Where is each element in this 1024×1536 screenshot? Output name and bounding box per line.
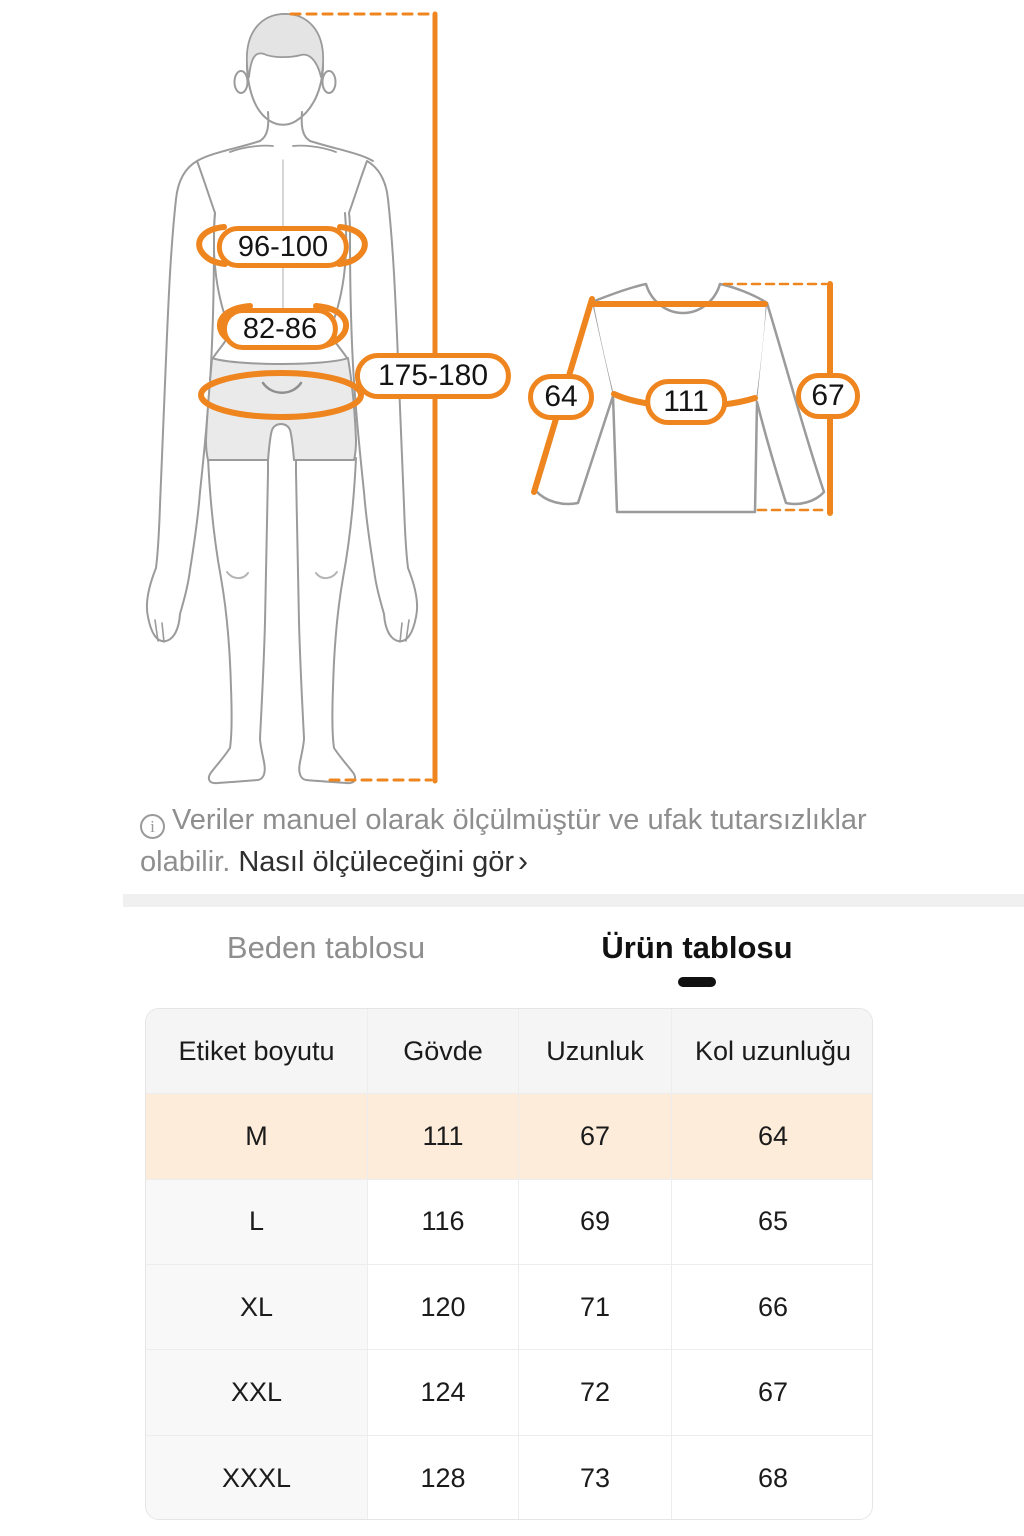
height-measurement-pill: 175-180 bbox=[355, 353, 511, 399]
size-cell: M bbox=[146, 1094, 368, 1179]
product-measurements-table bbox=[145, 1008, 873, 1520]
size-cell: XXXL bbox=[146, 1436, 368, 1520]
govde-cell: 128 bbox=[368, 1436, 519, 1520]
uzunluk-cell: 69 bbox=[519, 1180, 672, 1265]
body-width-measurement-pill: 111 bbox=[645, 379, 727, 425]
disclaimer-line-1 bbox=[140, 800, 930, 841]
section-divider bbox=[123, 894, 1024, 907]
disclaimer-line-2 bbox=[140, 841, 930, 883]
disclaimer-text-continued: olabilir. bbox=[140, 846, 231, 878]
size-cell: XL bbox=[146, 1265, 368, 1350]
govde-cell: 116 bbox=[368, 1180, 519, 1265]
kol-cell: 67 bbox=[672, 1350, 873, 1435]
kol-cell: 65 bbox=[672, 1180, 873, 1265]
govde-cell: 120 bbox=[368, 1265, 519, 1350]
column-header-uzunluk: Uzunluk bbox=[519, 1009, 672, 1094]
sleeve-measurement-pill: 64 bbox=[528, 374, 594, 420]
tab-beden-tablosu[interactable]: Beden tablosu bbox=[226, 930, 426, 965]
column-header-etiket-boyutu: Etiket boyutu bbox=[146, 1009, 368, 1094]
how-to-measure-link[interactable]: Nasıl ölçüleceğini gör bbox=[238, 846, 514, 878]
kol-cell: 66 bbox=[672, 1265, 873, 1350]
length-measurement-pill: 67 bbox=[796, 373, 860, 419]
uzunluk-cell: 71 bbox=[519, 1265, 672, 1350]
measurement-disclaimer bbox=[140, 800, 930, 883]
uzunluk-cell: 67 bbox=[519, 1094, 672, 1179]
govde-cell: 124 bbox=[368, 1350, 519, 1435]
uzunluk-cell: 72 bbox=[519, 1350, 672, 1435]
chest-measurement-pill: 96-100 bbox=[217, 226, 349, 268]
tab-urun-tablosu[interactable]: Ürün tablosu bbox=[601, 930, 793, 965]
column-header-kol-uzunlugu: Kol uzunluğu bbox=[672, 1009, 873, 1094]
kol-cell: 68 bbox=[672, 1436, 873, 1520]
info-icon bbox=[140, 814, 165, 839]
column-header-govde: Gövde bbox=[368, 1009, 519, 1094]
waist-measurement-pill: 82-86 bbox=[222, 308, 338, 350]
chevron-right-icon[interactable]: › bbox=[518, 845, 528, 878]
uzunluk-cell: 73 bbox=[519, 1436, 672, 1520]
kol-cell: 64 bbox=[672, 1094, 873, 1179]
active-tab-indicator bbox=[678, 977, 716, 987]
disclaimer-text: Veriler manuel olarak ölçülmüştür ve ufak tutarsızlıklar bbox=[172, 804, 867, 836]
size-cell: L bbox=[146, 1180, 368, 1265]
govde-cell: 111 bbox=[368, 1094, 519, 1179]
size-cell: XXL bbox=[146, 1350, 368, 1435]
